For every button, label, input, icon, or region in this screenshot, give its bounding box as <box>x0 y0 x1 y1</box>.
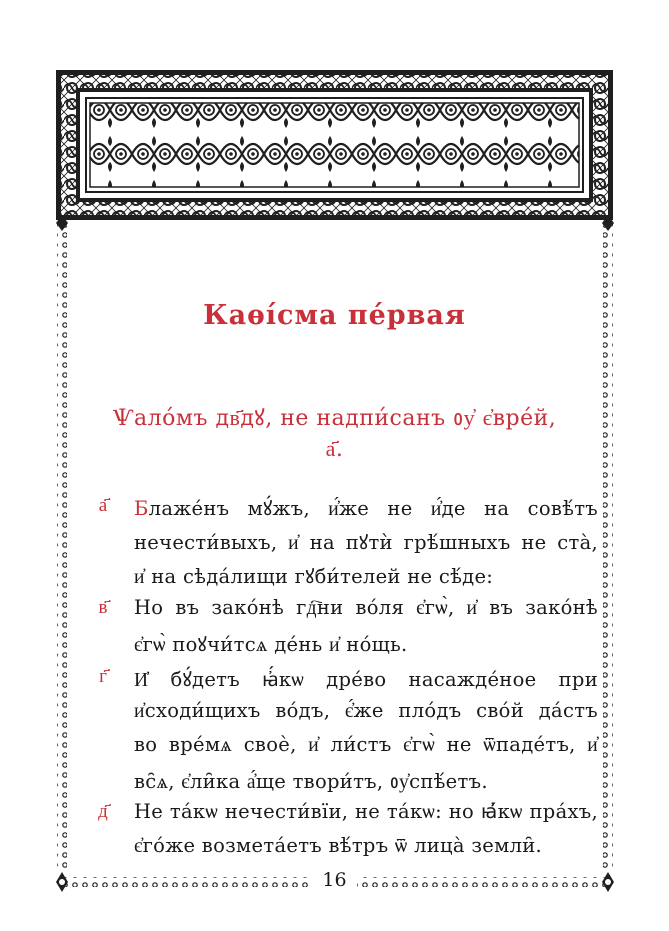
verse-line: И҆ бꙋ́детъ ꙗ҆́кѡ дре́во насажде́ное при <box>134 668 598 691</box>
verse-line: и҆ на сѣда́лищи гꙋби́телей не сѣ́де: <box>134 565 494 588</box>
verse-line: вс̑ѧ, є҆ли̑ка а҆́ще твори́тъ, ᲂу҆спѣ́етъ. <box>134 770 488 793</box>
drop-initial: Б <box>134 497 149 520</box>
verse-number: д҃ <box>98 800 108 822</box>
psalm-number: а҃. <box>325 437 344 462</box>
kathisma-title: Каѳі́сма пе́рвая <box>203 300 466 331</box>
verse-line: во вре́мѧ своѐ, и҆ ли́стъ є҆гѡ̀ не ѿпаде́тъ, и҆ <box>134 733 598 756</box>
page-number: 16 <box>312 869 356 891</box>
page-number-wrap <box>0 869 669 891</box>
verse-line: Блаже́нъ мꙋ́жъ, и҆́же не и҆́де на совѣ́тъ <box>134 497 598 520</box>
verse-line: Но въ зако́нѣ гд҇ни во́ля є҆гѡ̀, и҆ въ зако́нѣ <box>134 596 598 619</box>
verse-number: в҃ <box>98 596 108 618</box>
verse-line: нечести́выхъ, и҆ на пꙋтѝ грѣ́шныхъ не ста̀, <box>134 531 598 554</box>
verse-number: а҃ <box>98 494 108 516</box>
verse-line: є҆го́же возмета́етъ вѣ́тръ ѿ лица̀ земли̑. <box>134 834 543 857</box>
verse-line: є҆гѡ̀ поꙋчи́тсѧ де́нь и҆ но́щь. <box>134 633 408 656</box>
verse-line: Не та́кѡ нечести́вїи, не та́кѡ: но ꙗ҆́кѡ пра́хъ, <box>134 800 598 823</box>
psalm-heading: Ѱало́мъ дв҃дꙋ, не надпи́санъ ᲂу҆ є҆вре́й, <box>112 406 557 431</box>
verse-number: г҃ <box>99 665 107 687</box>
verse-line: и҆сходи́щихъ во́дъ, є҆́же пло́дъ сво́й да́стъ <box>134 699 598 722</box>
